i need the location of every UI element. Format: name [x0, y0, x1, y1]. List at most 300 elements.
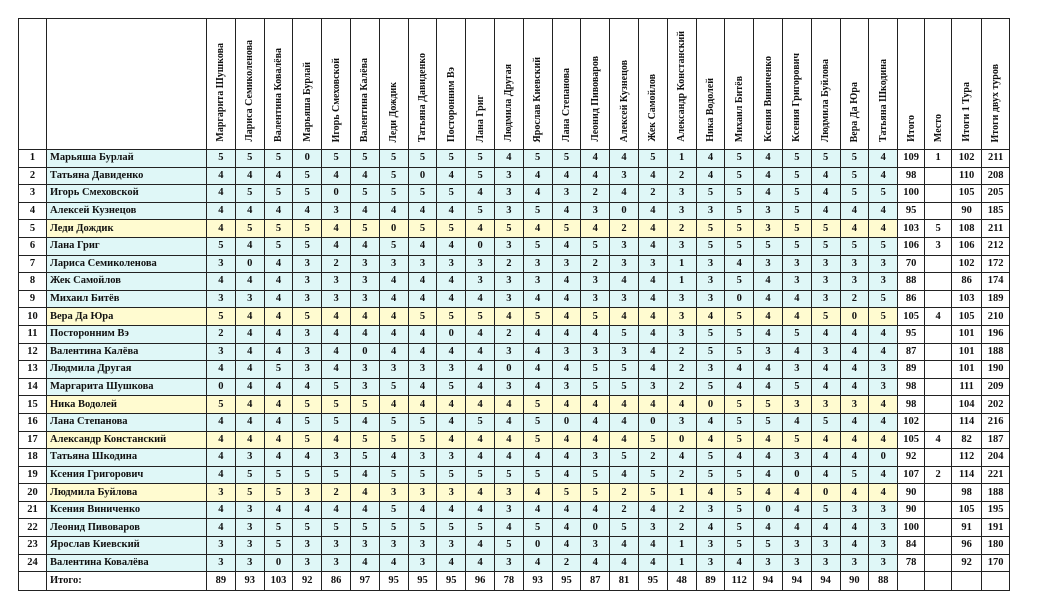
score-cell: 3	[235, 554, 264, 572]
participant-name: Леонид Пивоваров	[47, 519, 207, 537]
score-cell: 5	[523, 237, 552, 255]
table-row	[19, 361, 1010, 379]
score-cell: 4	[322, 361, 351, 379]
score-cell: 4	[322, 501, 351, 519]
score-cell: 5	[523, 413, 552, 431]
score-cell: 4	[811, 466, 840, 484]
score-cell: 3	[696, 537, 725, 555]
score-cell: 4	[466, 501, 495, 519]
row-two-rounds-total: 189	[982, 290, 1010, 308]
footer-total-cell: 89	[696, 572, 725, 591]
score-cell: 5	[264, 484, 293, 502]
score-cell: 4	[379, 325, 408, 343]
table-row	[19, 290, 1010, 308]
footer-total-cell: 90	[840, 572, 869, 591]
score-cell: 4	[322, 325, 351, 343]
score-cell: 4	[869, 484, 898, 502]
row-number: 9	[19, 290, 47, 308]
score-cell: 3	[667, 308, 696, 326]
score-cell: 3	[293, 554, 322, 572]
row-two-rounds-total: 211	[982, 220, 1010, 238]
score-cell: 3	[235, 519, 264, 537]
column-header-label: Татьяна Давиденко	[416, 53, 428, 142]
score-cell: 3	[322, 273, 351, 291]
score-cell: 3	[610, 290, 639, 308]
score-cell: 5	[207, 150, 236, 168]
footer-total-cell: 95	[638, 572, 667, 591]
score-cell: 4	[811, 185, 840, 203]
score-cell: 3	[293, 537, 322, 555]
score-cell: 3	[667, 290, 696, 308]
score-cell: 4	[782, 413, 811, 431]
score-cell: 3	[667, 202, 696, 220]
score-cell: 4	[207, 449, 236, 467]
score-cell: 5	[696, 220, 725, 238]
participant-name: Людмила Другая	[47, 361, 207, 379]
score-cell: 5	[293, 220, 322, 238]
score-cell: 4	[293, 449, 322, 467]
column-header-label: Вера Да Юра	[848, 81, 860, 142]
score-cell: 4	[322, 237, 351, 255]
score-cell: 4	[869, 466, 898, 484]
score-cell: 4	[811, 431, 840, 449]
score-cell: 4	[523, 554, 552, 572]
score-cell: 5	[754, 537, 783, 555]
score-cell: 2	[494, 325, 523, 343]
footer-empty	[952, 572, 982, 591]
column-header-player	[523, 19, 552, 150]
table-row	[19, 343, 1010, 361]
row-place	[925, 413, 952, 431]
score-cell: 4	[466, 431, 495, 449]
score-cell: 5	[494, 466, 523, 484]
score-cell: 4	[840, 413, 869, 431]
score-cell: 3	[840, 501, 869, 519]
table-row	[19, 484, 1010, 502]
score-cell: 4	[235, 325, 264, 343]
score-cell: 5	[293, 431, 322, 449]
score-cell: 4	[264, 431, 293, 449]
score-cell: 4	[350, 308, 379, 326]
row-place	[925, 519, 952, 537]
score-cell: 4	[696, 308, 725, 326]
row-number: 22	[19, 519, 47, 537]
score-cell: 5	[523, 308, 552, 326]
score-cell: 4	[552, 167, 581, 185]
score-cell: 3	[696, 501, 725, 519]
column-header-player	[552, 19, 581, 150]
row-place	[925, 396, 952, 414]
score-cell: 5	[264, 361, 293, 379]
column-header-player	[811, 19, 840, 150]
score-cell: 3	[494, 290, 523, 308]
footer-label: Итого:	[47, 572, 207, 591]
row-two-rounds-total: 221	[982, 466, 1010, 484]
score-cell: 4	[264, 449, 293, 467]
score-cell: 0	[466, 237, 495, 255]
score-cell: 5	[437, 185, 466, 203]
score-cell: 3	[782, 255, 811, 273]
score-cell: 4	[523, 484, 552, 502]
score-cell: 4	[754, 325, 783, 343]
footer-total-cell: 112	[725, 572, 754, 591]
score-cell: 4	[235, 273, 264, 291]
score-cell: 4	[523, 501, 552, 519]
score-cell: 5	[581, 308, 610, 326]
column-header-label: Лана Степанова	[560, 68, 572, 142]
score-cell: 5	[581, 466, 610, 484]
score-cell: 4	[437, 290, 466, 308]
score-cell: 4	[379, 273, 408, 291]
score-cell: 4	[264, 325, 293, 343]
score-cell: 5	[725, 273, 754, 291]
participant-name: Михаил Битёв	[47, 290, 207, 308]
score-cell: 4	[552, 396, 581, 414]
table-row	[19, 431, 1010, 449]
score-cell: 5	[725, 167, 754, 185]
row-number: 4	[19, 202, 47, 220]
row-number: 6	[19, 237, 47, 255]
score-cell: 4	[437, 237, 466, 255]
score-cell: 5	[408, 431, 437, 449]
score-cell: 4	[350, 466, 379, 484]
score-cell: 0	[869, 449, 898, 467]
score-cell: 4	[696, 167, 725, 185]
score-cell: 4	[754, 484, 783, 502]
score-cell: 4	[466, 361, 495, 379]
score-cell: 5	[379, 167, 408, 185]
score-cell: 3	[207, 484, 236, 502]
score-cell: 4	[552, 519, 581, 537]
results-table	[18, 18, 1010, 591]
score-cell: 4	[523, 343, 552, 361]
row-two-rounds-total: 188	[982, 484, 1010, 502]
score-cell: 5	[725, 484, 754, 502]
row-two-rounds-total: 202	[982, 396, 1010, 414]
row-two-rounds-total: 187	[982, 431, 1010, 449]
score-cell: 5	[552, 220, 581, 238]
score-cell: 4	[322, 167, 351, 185]
score-cell: 4	[869, 220, 898, 238]
column-header-label: Лана Григ	[474, 94, 486, 142]
header-corner-name	[47, 19, 207, 150]
score-cell: 4	[379, 554, 408, 572]
footer-total-cell: 94	[754, 572, 783, 591]
score-cell: 5	[869, 308, 898, 326]
score-cell: 3	[610, 167, 639, 185]
score-cell: 3	[782, 449, 811, 467]
score-cell: 3	[322, 290, 351, 308]
score-cell: 4	[235, 361, 264, 379]
score-cell: 4	[869, 150, 898, 168]
score-cell: 5	[293, 308, 322, 326]
footer-total-cell: 48	[667, 572, 696, 591]
score-cell: 4	[408, 290, 437, 308]
score-cell: 5	[725, 202, 754, 220]
score-cell: 1	[667, 484, 696, 502]
score-cell: 5	[379, 378, 408, 396]
score-cell: 4	[235, 396, 264, 414]
column-header-label: Итоги 1 Тура	[961, 82, 973, 142]
table-row	[19, 466, 1010, 484]
score-cell: 5	[725, 237, 754, 255]
row-round1-total: 86	[952, 273, 982, 291]
score-cell: 4	[782, 308, 811, 326]
participant-name: Лариса Семиколенова	[47, 255, 207, 273]
score-cell: 4	[466, 396, 495, 414]
score-cell: 4	[523, 290, 552, 308]
score-cell: 4	[207, 167, 236, 185]
column-header-player	[264, 19, 293, 150]
participant-name: Лана Степанова	[47, 413, 207, 431]
row-place	[925, 202, 952, 220]
score-cell: 4	[840, 361, 869, 379]
column-header-player	[667, 19, 696, 150]
score-cell: 5	[725, 413, 754, 431]
score-cell: 4	[552, 431, 581, 449]
score-cell: 5	[696, 449, 725, 467]
score-cell: 5	[782, 220, 811, 238]
score-cell: 4	[494, 413, 523, 431]
row-two-rounds-total: 188	[982, 343, 1010, 361]
score-cell: 4	[408, 273, 437, 291]
score-cell: 3	[552, 343, 581, 361]
score-cell: 4	[207, 466, 236, 484]
score-cell: 4	[782, 519, 811, 537]
score-cell: 3	[811, 343, 840, 361]
score-cell: 5	[782, 167, 811, 185]
participant-name: Валентина Ковалёва	[47, 554, 207, 572]
table-row	[19, 325, 1010, 343]
column-header-summary	[898, 19, 925, 150]
footer-total-cell: 95	[437, 572, 466, 591]
row-number: 7	[19, 255, 47, 273]
row-two-rounds-total: 216	[982, 413, 1010, 431]
score-cell: 3	[437, 255, 466, 273]
row-total: 98	[898, 167, 925, 185]
score-cell: 3	[638, 519, 667, 537]
score-cell: 4	[379, 343, 408, 361]
column-header-player	[494, 19, 523, 150]
score-cell: 4	[350, 413, 379, 431]
row-round1-total: 101	[952, 325, 982, 343]
score-cell: 4	[466, 378, 495, 396]
column-header-label: Людмила Буйлова	[820, 58, 832, 142]
score-cell: 4	[322, 343, 351, 361]
score-cell: 3	[754, 202, 783, 220]
score-cell: 4	[523, 185, 552, 203]
row-place	[925, 185, 952, 203]
score-cell: 5	[811, 501, 840, 519]
score-cell: 3	[869, 361, 898, 379]
score-cell: 4	[408, 237, 437, 255]
column-header-player	[293, 19, 322, 150]
row-total: 87	[898, 343, 925, 361]
score-cell: 3	[754, 255, 783, 273]
row-two-rounds-total: 208	[982, 167, 1010, 185]
score-cell: 4	[581, 501, 610, 519]
score-cell: 4	[610, 554, 639, 572]
column-header-label: Татьяна Шкодина	[877, 59, 889, 142]
score-cell: 0	[840, 308, 869, 326]
score-cell: 3	[523, 255, 552, 273]
row-total: 102	[898, 413, 925, 431]
score-cell: 2	[667, 361, 696, 379]
footer-empty	[19, 572, 47, 591]
score-cell: 4	[610, 466, 639, 484]
score-cell: 4	[754, 466, 783, 484]
score-cell: 4	[696, 431, 725, 449]
score-cell: 4	[235, 237, 264, 255]
score-cell: 5	[638, 484, 667, 502]
row-round1-total: 112	[952, 449, 982, 467]
score-cell: 5	[811, 413, 840, 431]
score-cell: 5	[264, 237, 293, 255]
score-cell: 4	[638, 361, 667, 379]
score-cell: 3	[408, 484, 437, 502]
footer-total-cell: 93	[235, 572, 264, 591]
score-cell: 4	[379, 396, 408, 414]
table-row	[19, 185, 1010, 203]
score-cell: 2	[667, 167, 696, 185]
score-cell: 4	[235, 308, 264, 326]
row-number: 19	[19, 466, 47, 484]
score-cell: 5	[350, 431, 379, 449]
score-cell: 5	[293, 466, 322, 484]
score-cell: 5	[725, 150, 754, 168]
score-cell: 4	[782, 484, 811, 502]
score-cell: 5	[869, 185, 898, 203]
score-cell: 4	[379, 202, 408, 220]
score-cell: 4	[408, 396, 437, 414]
row-total: 95	[898, 202, 925, 220]
score-cell: 3	[207, 255, 236, 273]
score-cell: 5	[696, 378, 725, 396]
row-round1-total: 101	[952, 361, 982, 379]
row-round1-total: 102	[952, 255, 982, 273]
row-number: 14	[19, 378, 47, 396]
table-body	[19, 150, 1010, 591]
score-cell: 4	[840, 431, 869, 449]
column-header-label: Ксения Григорович	[791, 53, 803, 142]
table-row	[19, 449, 1010, 467]
score-cell: 5	[322, 150, 351, 168]
score-cell: 4	[350, 237, 379, 255]
row-number: 23	[19, 537, 47, 555]
column-header-player	[869, 19, 898, 150]
score-cell: 2	[638, 449, 667, 467]
score-cell: 4	[523, 378, 552, 396]
score-cell: 0	[754, 501, 783, 519]
score-cell: 5	[235, 466, 264, 484]
score-cell: 0	[610, 202, 639, 220]
score-cell: 4	[610, 308, 639, 326]
score-cell: 3	[754, 343, 783, 361]
score-cell: 4	[350, 167, 379, 185]
score-cell: 4	[466, 185, 495, 203]
score-cell: 4	[552, 449, 581, 467]
row-round1-total: 106	[952, 237, 982, 255]
score-cell: 4	[811, 519, 840, 537]
score-cell: 4	[466, 484, 495, 502]
row-place	[925, 537, 952, 555]
score-cell: 5	[610, 449, 639, 467]
column-header-player	[207, 19, 236, 150]
score-cell: 5	[811, 150, 840, 168]
score-cell: 3	[293, 484, 322, 502]
score-cell: 5	[811, 308, 840, 326]
score-cell: 4	[207, 273, 236, 291]
column-header-label: Марьяша Бурлай	[301, 62, 313, 142]
row-round1-total: 110	[952, 167, 982, 185]
score-cell: 2	[667, 519, 696, 537]
score-cell: 5	[437, 378, 466, 396]
score-cell: 3	[350, 255, 379, 273]
score-cell: 5	[523, 431, 552, 449]
row-round1-total: 111	[952, 378, 982, 396]
score-cell: 5	[264, 150, 293, 168]
participant-name: Ксения Виниченко	[47, 501, 207, 519]
score-cell: 5	[754, 237, 783, 255]
score-cell: 3	[754, 220, 783, 238]
row-two-rounds-total: 205	[982, 185, 1010, 203]
score-cell: 3	[840, 554, 869, 572]
score-cell: 4	[610, 396, 639, 414]
table-row	[19, 202, 1010, 220]
score-cell: 2	[667, 343, 696, 361]
score-cell: 0	[552, 413, 581, 431]
score-cell: 5	[581, 237, 610, 255]
participant-name: Лана Григ	[47, 237, 207, 255]
score-cell: 4	[494, 519, 523, 537]
score-cell: 4	[811, 361, 840, 379]
footer-total-cell: 95	[552, 572, 581, 591]
score-cell: 4	[840, 325, 869, 343]
score-cell: 1	[667, 255, 696, 273]
score-cell: 3	[408, 255, 437, 273]
score-cell: 4	[754, 431, 783, 449]
score-cell: 3	[322, 202, 351, 220]
row-place	[925, 255, 952, 273]
header-corner-num	[19, 19, 47, 150]
row-number: 11	[19, 325, 47, 343]
score-cell: 4	[610, 431, 639, 449]
score-cell: 3	[552, 185, 581, 203]
row-place	[925, 484, 952, 502]
score-cell: 4	[552, 273, 581, 291]
score-cell: 3	[523, 273, 552, 291]
score-cell: 4	[293, 378, 322, 396]
participant-name: Леди Дождик	[47, 220, 207, 238]
row-number: 18	[19, 449, 47, 467]
score-cell: 5	[523, 466, 552, 484]
score-cell: 4	[235, 202, 264, 220]
score-cell: 5	[264, 185, 293, 203]
score-cell: 3	[408, 449, 437, 467]
column-header-player	[840, 19, 869, 150]
row-place	[925, 343, 952, 361]
score-cell: 5	[840, 167, 869, 185]
participant-name: Вера Да Юра	[47, 308, 207, 326]
results-table-container	[18, 18, 1010, 591]
row-total: 92	[898, 449, 925, 467]
score-cell: 4	[581, 167, 610, 185]
row-round1-total: 114	[952, 413, 982, 431]
score-cell: 4	[725, 554, 754, 572]
row-total: 70	[898, 255, 925, 273]
score-cell: 4	[610, 273, 639, 291]
score-cell: 4	[638, 325, 667, 343]
